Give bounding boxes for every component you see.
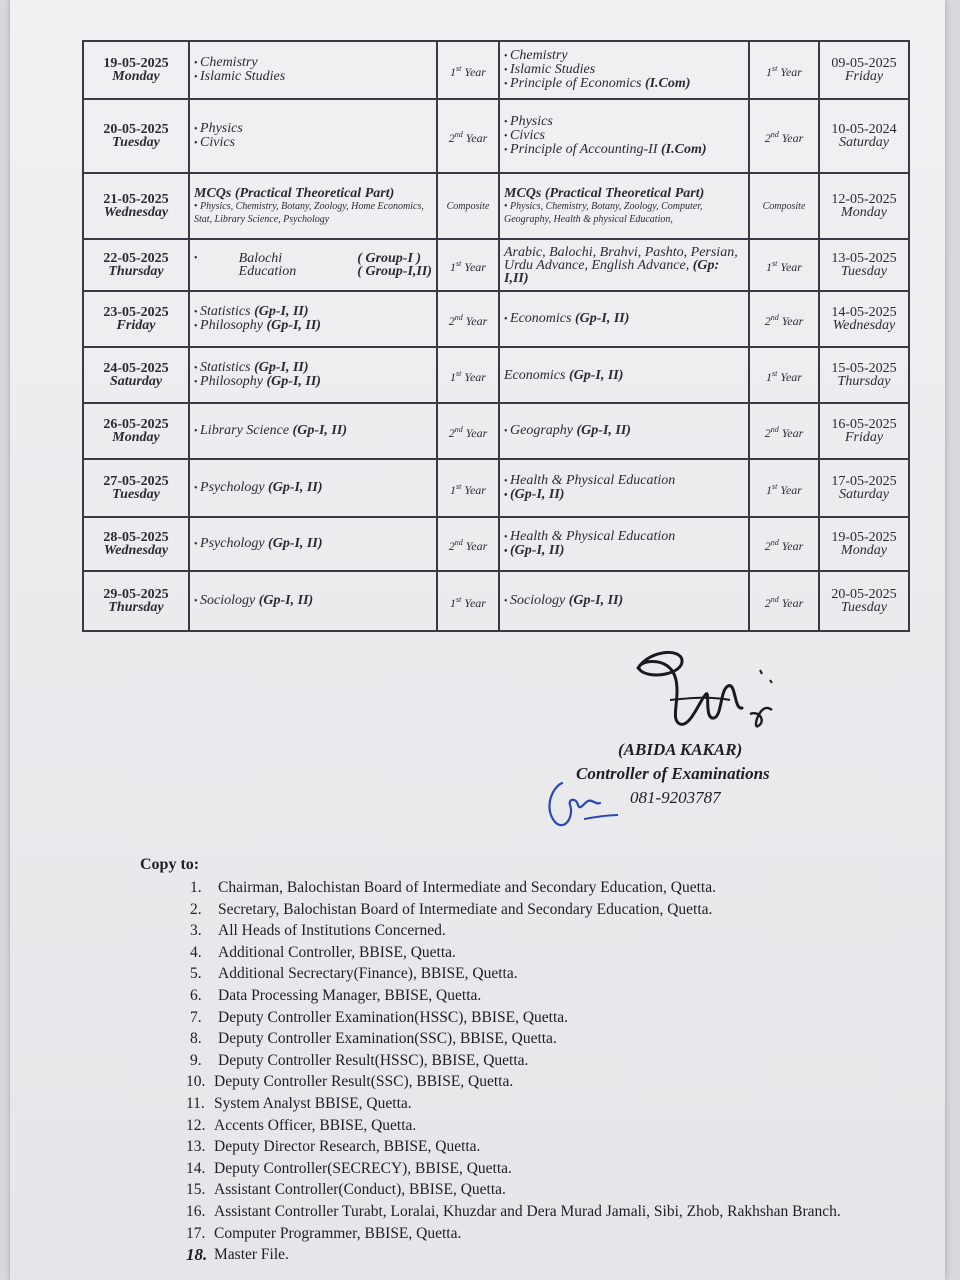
copy-to-item bbox=[190, 1028, 910, 1050]
year-label: 2nd Year bbox=[448, 312, 488, 328]
year2-label: 2nd Year bbox=[764, 537, 804, 553]
exam-date2: 19-05-2025 bbox=[831, 530, 897, 545]
year2-label: 1st Year bbox=[766, 258, 802, 274]
copy-to-item bbox=[190, 1050, 910, 1072]
copy-to-text: Computer Programmer, BBISE, Quetta. bbox=[214, 1224, 462, 1242]
schedule-row bbox=[83, 517, 909, 571]
year2-cell bbox=[749, 291, 819, 347]
subjects-cell bbox=[189, 173, 437, 239]
schedule-row bbox=[83, 571, 909, 631]
copy-to-number: 11. bbox=[186, 1094, 205, 1112]
year2-cell bbox=[749, 571, 819, 631]
exam-date2: 13-05-2025 bbox=[831, 251, 897, 266]
exam-date2: 09-05-2025 bbox=[831, 56, 897, 71]
subjects2-cell bbox=[499, 291, 749, 347]
exam-date-cell bbox=[83, 99, 189, 173]
subject2-item: • Physics bbox=[504, 115, 744, 129]
copy-to-number: 6. bbox=[190, 986, 202, 1004]
year2-label: 2nd Year bbox=[764, 424, 804, 440]
exam-date: 29-05-2025 bbox=[103, 587, 169, 602]
subject2-item: • Islamic Studies bbox=[504, 63, 744, 77]
copy-to-text: Deputy Controller Result(HSSC), BBISE, Quetta. bbox=[218, 1051, 529, 1069]
subject2-item: • (Gp-I, II) bbox=[504, 544, 744, 558]
copy-to-text: Assistant Controller Turabt, Loralai, Khuzdar and Dera Murad Jamali, Sibi, Zhob, Rakhshan Branch. bbox=[214, 1202, 841, 1220]
year-cell bbox=[437, 459, 499, 517]
copy-to-number: 4. bbox=[190, 943, 202, 961]
date-sheet-table bbox=[82, 40, 910, 632]
exam-day: Tuesday bbox=[112, 487, 160, 502]
year-label: 2nd Year bbox=[448, 129, 488, 145]
subjects-cell bbox=[189, 347, 437, 403]
subjects-heading: MCQs (Practical Theoretical Part) bbox=[194, 185, 395, 201]
subjects2-heading: MCQs (Practical Theoretical Part) bbox=[504, 185, 705, 201]
subject-item: • Sociology (Gp-I, II) bbox=[194, 594, 432, 608]
subjects-cell bbox=[189, 459, 437, 517]
exam-day: Friday bbox=[116, 318, 156, 333]
copy-to-item bbox=[190, 985, 910, 1007]
exam-date2-cell bbox=[819, 99, 909, 173]
copy-to-heading: Copy to: bbox=[140, 856, 200, 873]
subject2-item: • Health & Physical Education bbox=[504, 474, 744, 488]
exam-date2-cell bbox=[819, 239, 909, 291]
year-label: 1st Year bbox=[450, 594, 486, 610]
year-cell bbox=[437, 173, 499, 239]
copy-to-item bbox=[186, 1179, 910, 1201]
copy-to-text: Master File. bbox=[214, 1246, 289, 1264]
copy-to-number: 3. bbox=[190, 922, 202, 940]
copy-to-number: 10. bbox=[186, 1073, 206, 1091]
copy-to-item bbox=[190, 1007, 910, 1029]
copy-to-number: 15. bbox=[186, 1181, 206, 1199]
exam-day: Thursday bbox=[108, 264, 164, 279]
initials-mark bbox=[540, 775, 630, 835]
copy-to-item bbox=[186, 1201, 910, 1223]
exam-date-cell bbox=[83, 459, 189, 517]
year-label: 1st Year bbox=[450, 258, 486, 274]
exam-date-cell bbox=[83, 403, 189, 459]
copy-to-item bbox=[186, 1071, 910, 1093]
copy-to-number: 1. bbox=[190, 879, 202, 896]
copy-to-number: 14. bbox=[186, 1159, 206, 1177]
subject2-item: • Health & Physical Education bbox=[504, 530, 744, 544]
exam-date: 28-05-2025 bbox=[103, 530, 169, 545]
exam-date2-cell bbox=[819, 517, 909, 571]
signature-mark bbox=[610, 640, 810, 750]
subject2-item: • Civics bbox=[504, 129, 744, 143]
subject-group: ( Group-I,II) bbox=[357, 264, 432, 279]
subject-item: • Physics bbox=[194, 122, 432, 136]
exam-day2: Monday bbox=[841, 205, 887, 220]
year-label: 2nd Year bbox=[448, 424, 488, 440]
year2-cell bbox=[749, 517, 819, 571]
exam-day: Wednesday bbox=[103, 205, 169, 220]
year2-label: 1st Year bbox=[766, 481, 802, 497]
year2-cell bbox=[749, 347, 819, 403]
copy-to-text: Chairman, Balochistan Board of Intermediate and Secondary Education, Quetta. bbox=[218, 879, 716, 896]
subjects-cell bbox=[189, 517, 437, 571]
copy-to-text: Accents Officer, BBISE, Quetta. bbox=[214, 1116, 417, 1134]
copy-to-text: Deputy Controller Examination(SSC), BBISE, Quetta. bbox=[218, 1030, 557, 1048]
subject2-item: • Sociology (Gp-I, II) bbox=[504, 594, 744, 608]
subject2-item: • Principle of Economics (I.Com) bbox=[504, 77, 744, 91]
exam-day2: Saturday bbox=[838, 135, 890, 150]
exam-date2: 16-05-2025 bbox=[831, 417, 897, 432]
subject2-item: • (Gp-I, II) bbox=[504, 488, 744, 502]
copy-to-item bbox=[190, 942, 910, 964]
exam-date2-cell bbox=[819, 571, 909, 631]
subjects-cell bbox=[189, 41, 437, 99]
exam-date: 21-05-2025 bbox=[103, 192, 169, 207]
copy-to-text: Additional Controller, BBISE, Quetta. bbox=[218, 943, 456, 961]
copy-to-item bbox=[190, 877, 910, 899]
exam-date-cell bbox=[83, 41, 189, 99]
subjects2-cell bbox=[499, 517, 749, 571]
exam-date2-cell bbox=[819, 41, 909, 99]
exam-day2: Tuesday bbox=[841, 264, 887, 279]
exam-date: 20-05-2025 bbox=[103, 122, 169, 137]
exam-date: 27-05-2025 bbox=[103, 474, 169, 489]
subjects2-cell bbox=[499, 41, 749, 99]
subject-item: • Chemistry bbox=[194, 56, 432, 70]
exam-date-cell bbox=[83, 517, 189, 571]
exam-date2-cell bbox=[819, 459, 909, 517]
year-label: Composite bbox=[446, 201, 490, 212]
copy-to-item bbox=[186, 1115, 910, 1137]
subject-item: • Islamic Studies bbox=[194, 70, 432, 84]
exam-day: Monday bbox=[112, 430, 160, 445]
schedule-row bbox=[83, 239, 909, 291]
subject-item: • Library Science (Gp-I, II) bbox=[194, 424, 432, 438]
exam-day2: Tuesday bbox=[841, 600, 887, 615]
copy-to-item bbox=[190, 920, 910, 942]
schedule-row bbox=[83, 291, 909, 347]
copy-to-item bbox=[186, 1223, 910, 1245]
copy-to-number: 17. bbox=[186, 1224, 206, 1242]
exam-day: Wednesday bbox=[103, 543, 169, 558]
subjects2-cell bbox=[499, 173, 749, 239]
document-page bbox=[10, 0, 945, 1280]
copy-to-text: All Heads of Institutions Concerned. bbox=[218, 922, 446, 940]
subjects-cell bbox=[189, 403, 437, 459]
copy-to-text: Deputy Controller(SECRECY), BBISE, Quetta. bbox=[214, 1159, 512, 1177]
exam-date2-cell bbox=[819, 347, 909, 403]
exam-date2: 20-05-2025 bbox=[831, 587, 897, 602]
copy-to-number: 8. bbox=[190, 1030, 202, 1048]
schedule-row bbox=[83, 99, 909, 173]
signatory-phone: 081-9203787 bbox=[630, 788, 721, 807]
copy-to-item bbox=[186, 1244, 910, 1266]
subject-item: • Philosophy (Gp-I, II) bbox=[194, 319, 432, 333]
signatory-title: Controller of Examinations bbox=[576, 764, 770, 783]
copy-to-number: 16. bbox=[186, 1202, 206, 1220]
copy-to-number: 2. bbox=[190, 900, 202, 918]
schedule-row bbox=[83, 41, 909, 99]
exam-date2: 17-05-2025 bbox=[831, 474, 897, 489]
year2-cell bbox=[749, 239, 819, 291]
copy-to-item bbox=[186, 1136, 910, 1158]
copy-to-number: 7. bbox=[190, 1008, 202, 1026]
year-label: 1st Year bbox=[450, 63, 486, 79]
year2-label: 1st Year bbox=[766, 368, 802, 384]
subjects-cell bbox=[189, 99, 437, 173]
copy-to-text: Additional Secrectary(Finance), BBISE, Quetta. bbox=[218, 965, 518, 983]
subject-item: • Civics bbox=[194, 136, 432, 150]
subject2-item: • Chemistry bbox=[504, 49, 744, 63]
copy-to-text: Assistant Controller(Conduct), BBISE, Quetta. bbox=[214, 1181, 506, 1199]
exam-date2: 15-05-2025 bbox=[831, 361, 897, 376]
schedule-row bbox=[83, 403, 909, 459]
year-cell bbox=[437, 41, 499, 99]
schedule-row bbox=[83, 173, 909, 239]
subject-item: • Balochi Education ( Group-I ) ( Group-I,II) bbox=[194, 252, 432, 278]
copy-to-text: Secretary, Balochistan Board of Intermediate and Secondary Education, Quetta. bbox=[218, 900, 713, 918]
exam-date-cell bbox=[83, 173, 189, 239]
exam-day: Monday bbox=[112, 69, 160, 84]
subject2-item: • Principle of Accounting-II (I.Com) bbox=[504, 143, 744, 157]
year2-label: 2nd Year bbox=[764, 312, 804, 328]
copy-to-item bbox=[186, 1093, 910, 1115]
subjects2-text: Economics (Gp-I, II) bbox=[504, 367, 624, 383]
copy-to-number: 13. bbox=[186, 1138, 206, 1156]
subjects-cell bbox=[189, 291, 437, 347]
schedule-row bbox=[83, 347, 909, 403]
copy-to-text: Deputy Controller Result(SSC), BBISE, Quetta. bbox=[214, 1073, 514, 1091]
copy-to-text: Deputy Controller Examination(HSSC), BBISE, Quetta. bbox=[218, 1008, 569, 1026]
year-cell bbox=[437, 99, 499, 173]
year-cell bbox=[437, 291, 499, 347]
exam-day2: Thursday bbox=[837, 374, 891, 389]
year2-cell bbox=[749, 41, 819, 99]
exam-date-cell bbox=[83, 571, 189, 631]
copy-to-number: 12. bbox=[186, 1116, 206, 1134]
exam-day2: Monday bbox=[841, 543, 887, 558]
year-label: 2nd Year bbox=[448, 537, 488, 553]
subject-item: • Statistics (Gp-I, II) bbox=[194, 305, 432, 319]
subjects2-text: Arabic, Balochi, Brahvi, Pashto, Persian, Urdu Advance, English Advance, (Gp: I,II) bbox=[504, 244, 738, 286]
exam-date2: 14-05-2025 bbox=[831, 305, 897, 320]
year-cell bbox=[437, 403, 499, 459]
subjects2-cell bbox=[499, 347, 749, 403]
copy-to-text: Deputy Director Research, BBISE, Quetta. bbox=[214, 1138, 481, 1156]
year-cell bbox=[437, 571, 499, 631]
year2-label: 1st Year bbox=[766, 63, 802, 79]
copy-to-number: 18. bbox=[186, 1245, 208, 1265]
exam-date2-cell bbox=[819, 291, 909, 347]
exam-day2: Friday bbox=[844, 430, 884, 445]
exam-date-cell bbox=[83, 347, 189, 403]
exam-day2: Saturday bbox=[838, 487, 890, 502]
schedule-row bbox=[83, 459, 909, 517]
year2-cell bbox=[749, 403, 819, 459]
year-cell bbox=[437, 347, 499, 403]
copy-to-number: 9. bbox=[190, 1051, 202, 1069]
year2-label: 2nd Year bbox=[764, 594, 804, 610]
subjects2-cell bbox=[499, 99, 749, 173]
copy-to-text: Data Processing Manager, BBISE, Quetta. bbox=[218, 986, 482, 1004]
subject-group: ( Group-I ) bbox=[357, 251, 422, 266]
year-cell bbox=[437, 517, 499, 571]
copy-to-text: System Analyst BBISE, Quetta. bbox=[214, 1094, 412, 1112]
exam-day: Saturday bbox=[109, 374, 163, 389]
exam-day2: Wednesday bbox=[832, 318, 896, 333]
signatory-name: (ABIDA KAKAR) bbox=[618, 740, 743, 759]
copy-to-list bbox=[186, 877, 910, 1266]
year2-label: 2nd Year bbox=[764, 129, 804, 145]
subjects2-cell bbox=[499, 239, 749, 291]
exam-date2-cell bbox=[819, 173, 909, 239]
subjects2-cell bbox=[499, 459, 749, 517]
subject2-item: • Economics (Gp-I, II) bbox=[504, 312, 744, 326]
year-cell bbox=[437, 239, 499, 291]
exam-day: Tuesday bbox=[112, 135, 160, 150]
copy-to-item bbox=[190, 963, 910, 985]
subject-item: • Statistics (Gp-I, II) bbox=[194, 361, 432, 375]
exam-date: 19-05-2025 bbox=[103, 56, 169, 71]
copy-to-item bbox=[190, 899, 910, 921]
copy-to-number: 5. bbox=[190, 965, 202, 983]
year2-label: Composite bbox=[762, 201, 806, 212]
year2-cell bbox=[749, 173, 819, 239]
copy-to-item bbox=[186, 1158, 910, 1180]
subject-item: • Psychology (Gp-I, II) bbox=[194, 537, 432, 551]
exam-day2: Friday bbox=[844, 69, 884, 84]
exam-date-cell bbox=[83, 291, 189, 347]
exam-date: 24-05-2025 bbox=[103, 361, 169, 376]
year-label: 1st Year bbox=[450, 368, 486, 384]
year-label: 1st Year bbox=[450, 481, 486, 497]
subject-item: • Physics, Chemistry, Botany, Zoology, Home Economics, Stat, Library Science, Psychology bbox=[194, 200, 432, 226]
subjects2-cell bbox=[499, 403, 749, 459]
subject-item: • Psychology (Gp-I, II) bbox=[194, 481, 432, 495]
year2-cell bbox=[749, 99, 819, 173]
subject-item: • Philosophy (Gp-I, II) bbox=[194, 375, 432, 389]
exam-date2: 12-05-2025 bbox=[831, 192, 897, 207]
exam-date2: 10-05-2024 bbox=[831, 122, 897, 137]
exam-date: 26-05-2025 bbox=[103, 417, 169, 432]
exam-date-cell bbox=[83, 239, 189, 291]
exam-date: 22-05-2025 bbox=[103, 251, 169, 266]
subject2-item: • Physics, Chemistry, Botany, Zoology, Computer, Geography, Health & physical Education, bbox=[504, 200, 744, 226]
exam-date2-cell bbox=[819, 403, 909, 459]
year2-cell bbox=[749, 459, 819, 517]
subjects-cell bbox=[189, 239, 437, 291]
exam-day: Thursday bbox=[108, 600, 164, 615]
subjects-cell bbox=[189, 571, 437, 631]
subject2-item: • Geography (Gp-I, II) bbox=[504, 424, 744, 438]
exam-date: 23-05-2025 bbox=[103, 305, 169, 320]
subjects2-cell bbox=[499, 571, 749, 631]
